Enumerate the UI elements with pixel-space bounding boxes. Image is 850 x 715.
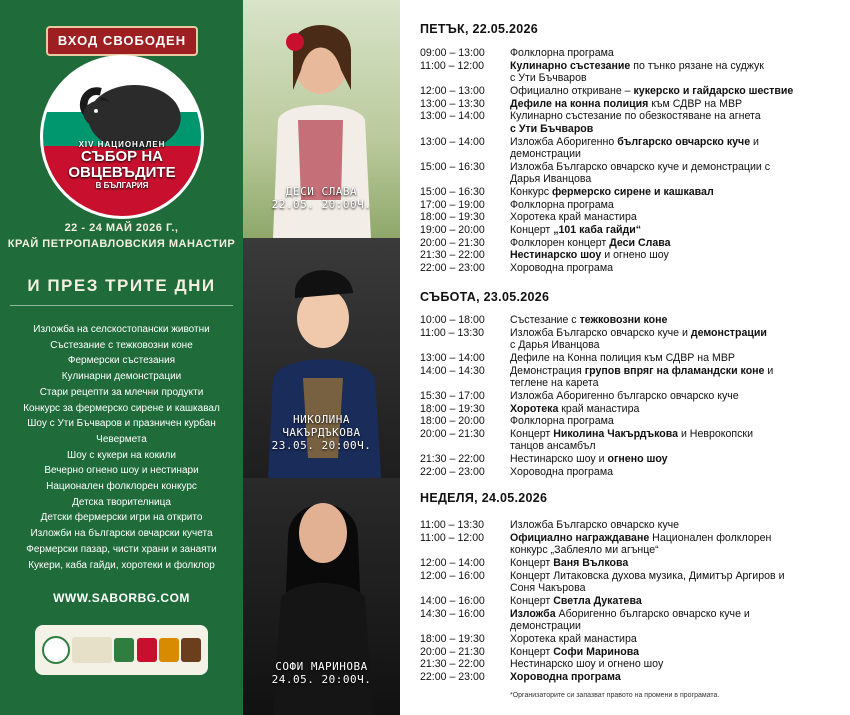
activity-item: Чевермета <box>96 433 147 445</box>
row-description: Изложба Българско овчарско куче и демонстрации с Дарья Иванцова <box>510 160 771 186</box>
emblem-line1: СЪБОР НА <box>81 148 163 165</box>
day-title: ПЕТЪК, 22.05.2026 <box>420 22 539 36</box>
activity-item: Фермерски пазар, чисти храни и занаяти <box>26 543 217 555</box>
row-description: Хоротека край манастира <box>510 632 637 645</box>
row-description: Концерт Светла Дукатева <box>510 594 642 607</box>
free-entry-badge: ВХОД СВОБОДЕН <box>46 26 198 56</box>
row-time: 20:00 – 21:30 <box>420 645 485 658</box>
event-dates <box>0 220 243 252</box>
row-time: 18:00 – 19:30 <box>420 211 485 224</box>
activity-item: Изложби на български овчарски кучета <box>30 528 213 540</box>
row-time: 13:00 – 14:00 <box>420 135 485 148</box>
row-description: Изложба Българско овчарско куче <box>510 519 680 531</box>
activity-item: Шоу с кукери на кокили <box>67 449 176 461</box>
row-time: 13:00 – 14:00 <box>420 110 485 123</box>
row-description: Хороводна програма <box>510 465 613 478</box>
row-description: Конкурс фермерско сирене и кашкавал <box>510 186 714 199</box>
performer-3-name: СОФИ МАРИНОВА <box>275 660 368 673</box>
row-description: Кулинарно състезание по тънко рязане на суджук с Ути Бъчваров <box>510 59 764 85</box>
website-link[interactable]: WWW.SABORBG.COM <box>53 591 190 605</box>
performer-photo-3 <box>243 478 400 715</box>
row-time: 10:00 – 18:00 <box>420 314 485 326</box>
emblem-line2: ОВЦЕВЪДИТЕ <box>68 164 176 181</box>
divider <box>10 305 233 306</box>
row-time: 14:00 – 14:30 <box>420 364 485 377</box>
activity-item: Фермерски състезания <box>67 355 176 367</box>
day-title: НЕДЕЛЯ, 24.05.2026 <box>420 491 548 505</box>
row-time: 21:30 – 22:00 <box>420 658 485 671</box>
row-time: 11:00 – 12:00 <box>420 531 485 544</box>
row-description: Изложба Българско овчарско куче и демонстрации с Дарья Иванцова <box>510 326 767 352</box>
activity-item: Изложба на селскостопански животни <box>33 324 210 335</box>
crest-icon <box>159 638 179 662</box>
day-title: СЪБОТА, 23.05.2026 <box>420 290 550 304</box>
three-days-heading: И ПРЕЗ ТРИТЕ ДНИ <box>27 276 216 295</box>
row-time: 12:00 – 13:00 <box>420 84 485 97</box>
activity-item: Детски фермерски игри на открито <box>40 512 203 524</box>
row-time: 12:00 – 16:00 <box>420 569 485 582</box>
performer-1-date: 22.05. 20:00Ч. <box>271 198 372 211</box>
row-time: 20:00 – 21:30 <box>420 427 485 440</box>
crest-icon <box>137 638 157 662</box>
row-description: Нестинарско шоу и огнено шоу <box>510 453 668 466</box>
row-description: Дефиле на конна полиция към СДВР на МВР <box>510 97 743 110</box>
row-time: 13:00 – 13:30 <box>420 97 485 110</box>
row-time: 14:30 – 16:00 <box>420 607 485 620</box>
row-description: Демонстрация групов впряг на фламандски коне и теглене на карета <box>510 364 774 390</box>
row-description: Дефиле на Конна полиция към СДВР на МВР <box>510 351 735 364</box>
row-description: Изложба Аборигенно българско овчарско куче <box>510 389 739 402</box>
performer-3-caption <box>243 660 400 686</box>
row-description: Концерт Ваня Вълкова <box>510 556 629 569</box>
performer-2-name1: НИКОЛИНА <box>293 413 350 426</box>
footnote: *Организаторите си запазват правото на промени в програмата. <box>510 692 720 699</box>
performer-2-date: 23.05. 20:00Ч. <box>271 439 372 452</box>
emblem-text <box>43 140 201 190</box>
row-time: 11:00 – 13:30 <box>420 326 485 339</box>
row-time: 18:00 – 19:30 <box>420 402 485 415</box>
emblem-edition: XIV НАЦИОНАЛЕН <box>78 140 166 149</box>
row-description: Хороводна програма <box>510 670 621 683</box>
activity-item: Детска творителница <box>72 496 171 508</box>
row-time: 14:00 – 16:00 <box>420 594 485 607</box>
row-time: 15:30 – 17:00 <box>420 389 485 402</box>
activity-item: Кулинарни демонстрации <box>61 371 182 383</box>
performer-3-date: 24.05. 20:00Ч. <box>271 673 372 686</box>
row-time: 19:00 – 20:00 <box>420 224 485 237</box>
activity-item: Вечерно огнено шоу и нестинари <box>44 465 199 477</box>
activity-item: Национален фолклорен конкурс <box>46 481 197 493</box>
row-description: Концерт Николина Чакърдъкова и Неврокопски танцов ансамбъл <box>510 427 753 453</box>
performer-photo-1 <box>243 0 400 238</box>
row-description: Състезание с тежковозни коне <box>510 314 668 326</box>
row-description: Кулинарно състезание по обезкостяване на агнета с Ути Бъчваров <box>510 110 761 135</box>
row-time: 12:00 – 14:00 <box>420 556 485 569</box>
activity-item: Шоу с Ути Бъчваров и празничен курбан <box>27 418 216 430</box>
row-description: Нестинарско шоу и огнено шоу <box>510 658 664 671</box>
activity-item: Кукери, каба гайди, хоротеки и фолклор <box>28 559 215 571</box>
row-description: Официално откриване – кукерско и гайдарско шествие <box>510 84 794 97</box>
performer-photo-2 <box>243 238 400 478</box>
association-logo-icon <box>42 636 70 664</box>
performer-1-name: ДЕСИ СЛАВА <box>285 185 358 198</box>
performer-2-name2: ЧАКЪРДЪКОВА <box>282 426 361 439</box>
row-description: Концерт Софи Маринова <box>510 645 640 658</box>
row-time: 11:00 – 12:00 <box>420 59 485 72</box>
row-description: Нестинарско шоу и огнено шоу <box>510 249 669 262</box>
row-time: 21:30 – 22:00 <box>420 249 485 262</box>
row-description: Концерт „101 каба гайди“ <box>510 224 642 237</box>
activity-item: Конкурс за фермерско сирене и кашкавал <box>23 402 220 414</box>
row-description: Фолклорен концерт Деси Слава <box>510 236 671 249</box>
row-time: 22:00 – 23:00 <box>420 262 485 275</box>
row-description: Хороводна програма <box>510 262 613 275</box>
left-info-panel <box>0 0 243 715</box>
sponsor-logos <box>35 625 208 675</box>
ram-icon <box>43 58 201 216</box>
row-description: Фолклорна програма <box>510 198 614 211</box>
row-time: 17:00 – 19:00 <box>420 198 485 211</box>
row-time: 11:00 – 13:30 <box>420 519 485 531</box>
row-time: 18:00 – 19:30 <box>420 632 485 645</box>
row-description: Хоротека край манастира <box>510 402 640 415</box>
ministry-logo-icon <box>72 637 112 663</box>
row-time: 13:00 – 14:00 <box>420 351 485 364</box>
row-time: 15:00 – 16:30 <box>420 186 485 199</box>
row-description: Хоротека край манастира <box>510 211 637 224</box>
dates-line1: 22 - 24 МАЙ 2026 Г., <box>64 222 179 234</box>
row-description: Фолклорна програма <box>510 415 614 428</box>
row-description: Изложба Аборигенно българско овчарско куче и демонстрации <box>510 607 750 633</box>
performer-1-caption <box>243 185 400 211</box>
event-emblem <box>40 55 204 219</box>
row-description: Официално награждаване Национален фолклорен конкурс „Заблеяло ми агънце“ <box>510 531 772 557</box>
emblem-line3: В БЪЛГАРИЯ <box>95 181 149 190</box>
activity-item: Стари рецепти за млечни продукти <box>39 386 204 398</box>
row-time: 22:00 – 23:00 <box>420 670 485 683</box>
activities-list <box>0 322 243 573</box>
row-time: 09:00 – 13:00 <box>420 47 485 59</box>
crest-icon <box>181 638 201 662</box>
row-time: 15:00 – 16:30 <box>420 160 485 173</box>
row-description: Фолклорна програма <box>510 47 614 59</box>
row-description: Концерт Литаковска духова музика, Димитър Аргиров и Соня Чакърова <box>510 569 785 595</box>
row-time: 18:00 – 20:00 <box>420 415 485 428</box>
performer-2-caption <box>243 413 400 452</box>
row-time: 21:30 – 22:00 <box>420 453 485 466</box>
activity-item: Състезание с тежковозни коне <box>50 339 193 351</box>
row-time: 20:00 – 21:30 <box>420 236 485 249</box>
row-time: 22:00 – 23:00 <box>420 465 485 478</box>
crest-icon <box>114 638 134 662</box>
row-description: Изложба Аборигенно българско овчарско куче и демонстрации <box>510 135 759 161</box>
dates-line2: КРАЙ ПЕТРОПАВЛОВСКИЯ МАНАСТИР <box>7 238 236 250</box>
